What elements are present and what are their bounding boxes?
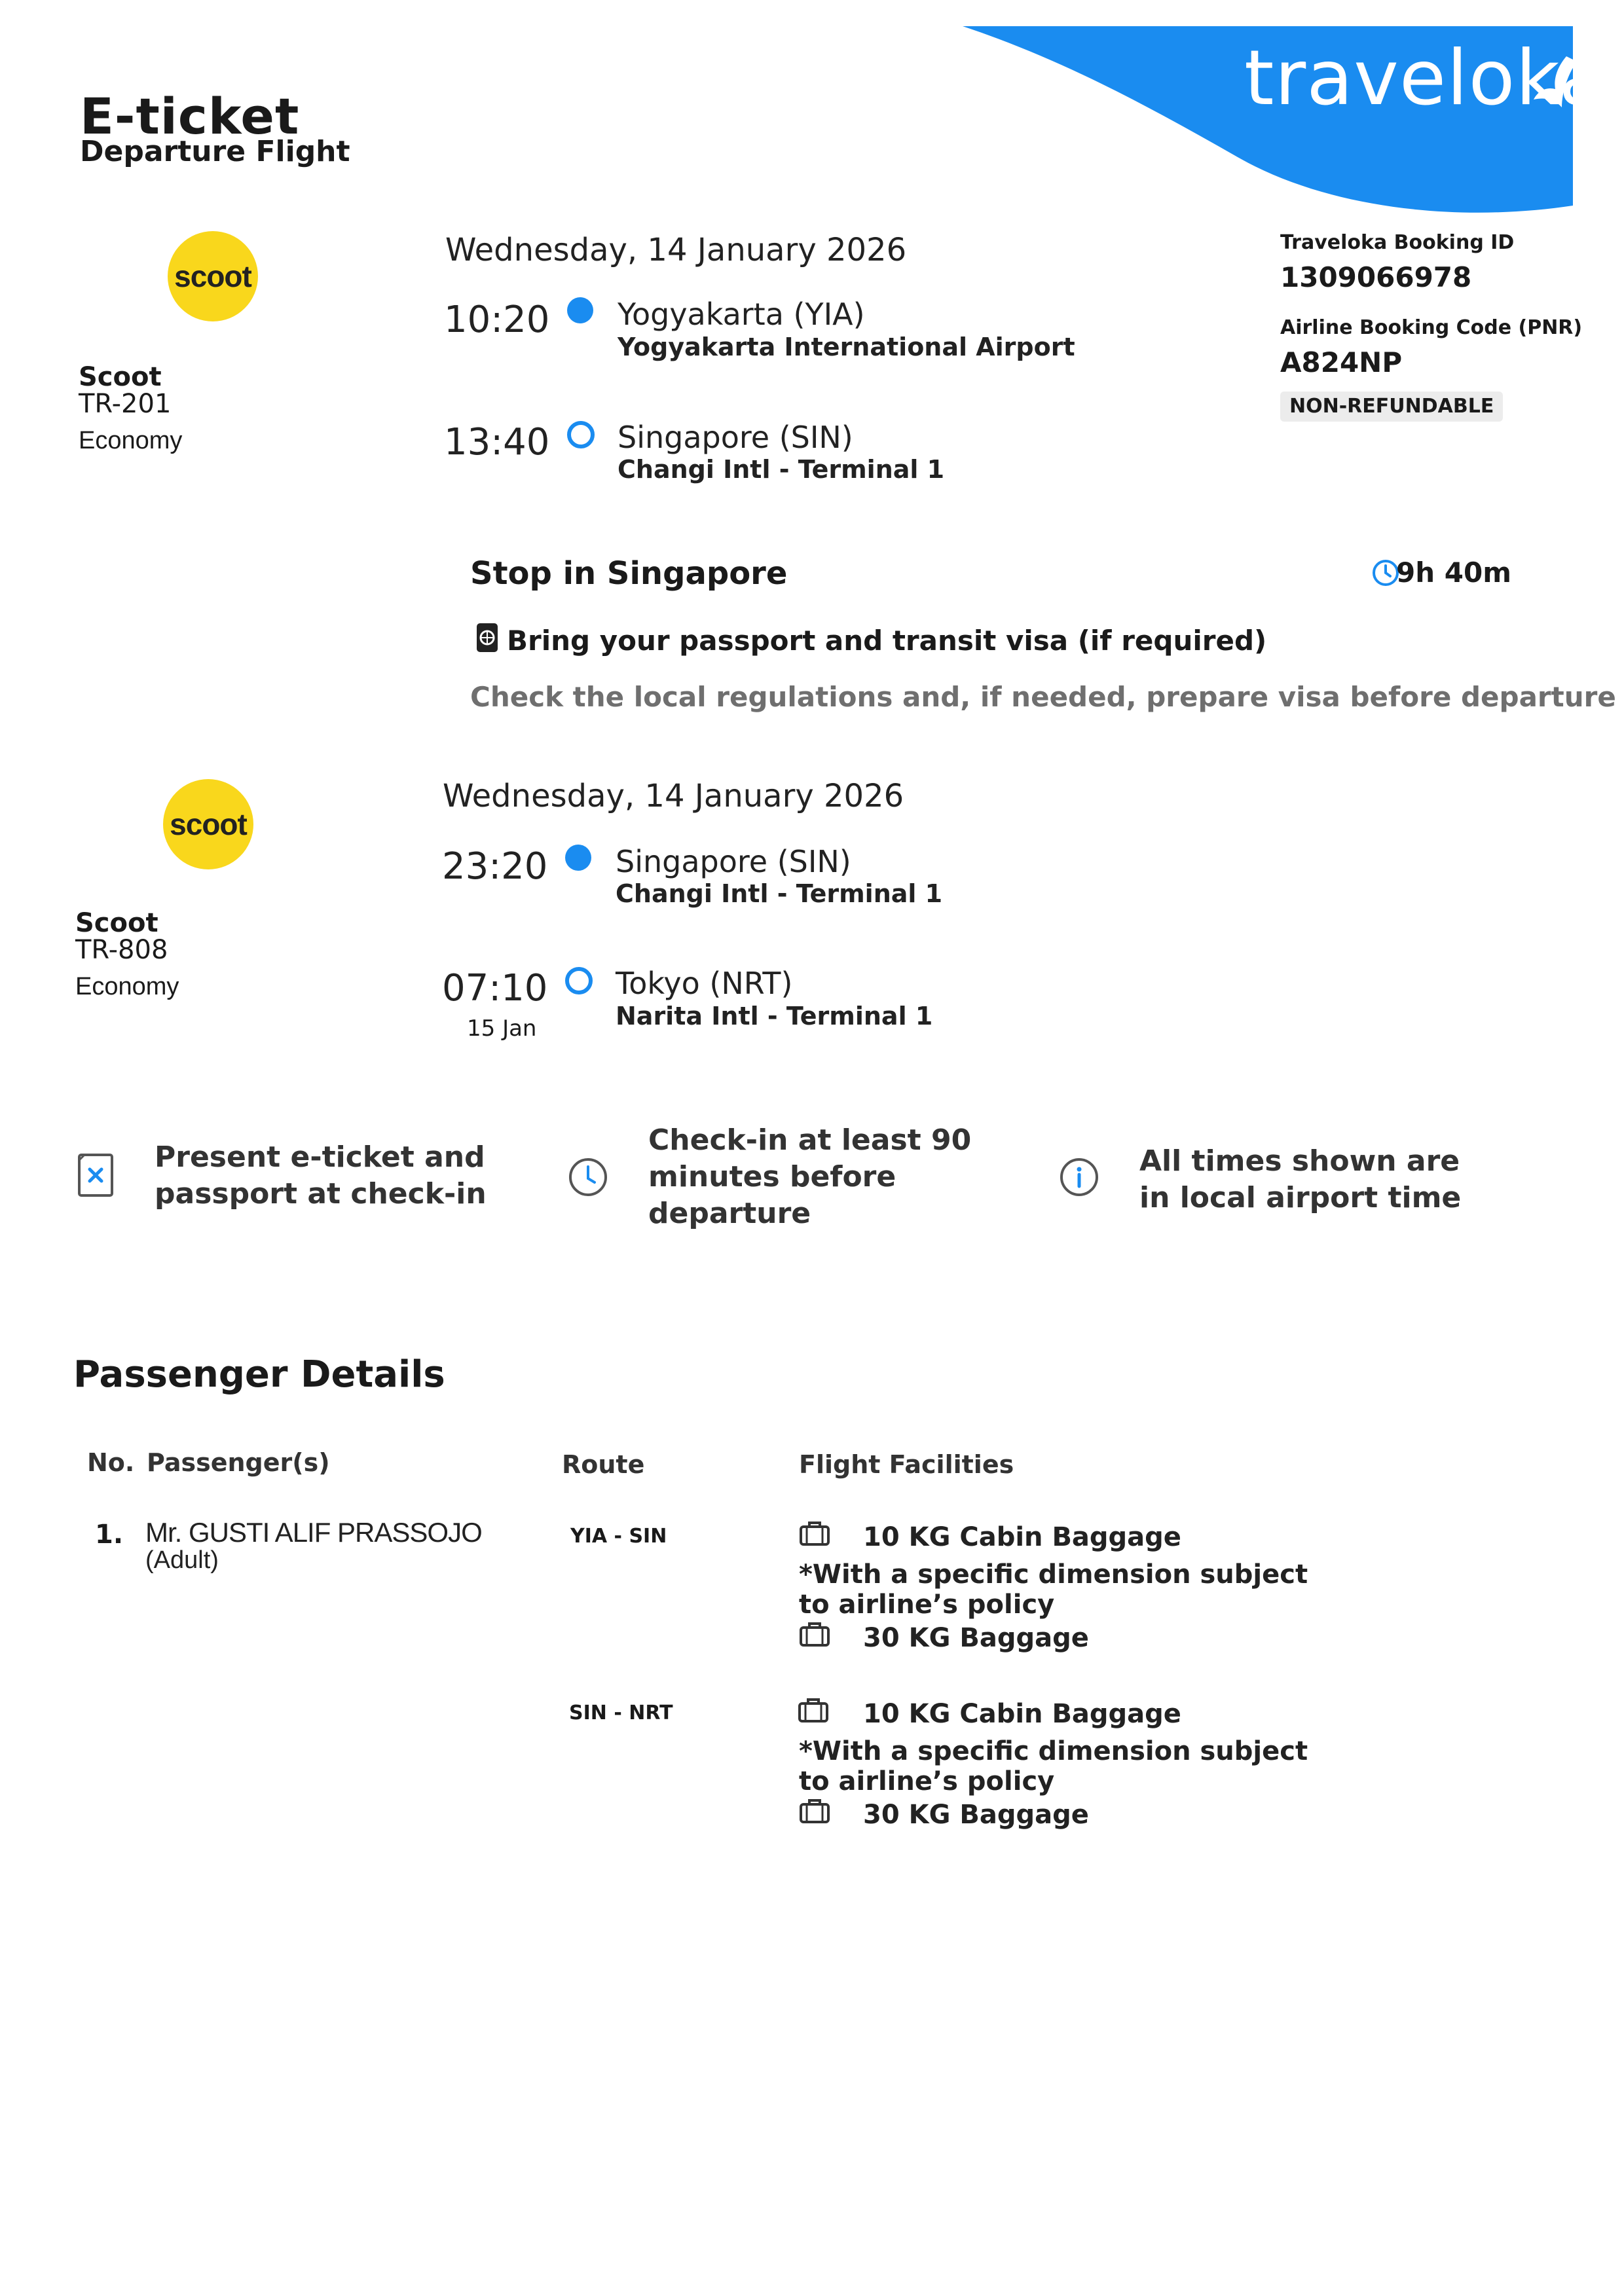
passport-reminder: Bring your passport and transit visa (if required)	[507, 625, 1267, 657]
baggage-icon	[799, 1798, 830, 1824]
departure-city: Singapore (SIN)	[616, 844, 851, 879]
scoot-logo-text: scoot	[170, 807, 247, 841]
tip-eticket-passport: Present e-ticket and passport at check-in	[155, 1140, 487, 1211]
eticket-title: E-ticket	[80, 87, 300, 145]
arrival-airport: Changi Intl - Terminal 1	[618, 455, 945, 484]
tip-checkin-time: Check-in at least 90 minutes before departure	[648, 1123, 972, 1230]
checked-baggage: 30 KG Baggage	[863, 1800, 1089, 1830]
pnr-label: Airline Booking Code (PNR)	[1280, 316, 1583, 339]
booking-id-value: 1309066978	[1280, 261, 1472, 293]
stopover-title: Stop in Singapore	[470, 555, 788, 592]
arrival-next-day-date: 15 Jan	[467, 1015, 537, 1042]
arrival-time: 07:10	[442, 967, 548, 1010]
passenger-number: 1.	[95, 1520, 124, 1550]
departure-time: 23:20	[442, 845, 548, 888]
flight-date: Wednesday, 14 January 2026	[445, 232, 907, 268]
baggage-icon	[798, 1697, 829, 1723]
pnr-value: A824NP	[1280, 346, 1403, 378]
booking-id-label: Traveloka Booking ID	[1280, 231, 1515, 254]
column-flight-facilities: Flight Facilities	[799, 1450, 1014, 1479]
column-no: No.	[87, 1448, 135, 1477]
column-route: Route	[562, 1450, 645, 1479]
airline-name: Scoot	[75, 908, 158, 938]
scoot-logo	[168, 231, 258, 321]
clock-icon	[567, 1156, 609, 1198]
baggage-icon	[799, 1520, 830, 1546]
checked-baggage: 30 KG Baggage	[863, 1623, 1089, 1653]
baggage-dimension-note: *With a specific dimension subject to airline’s policy	[799, 1736, 1308, 1796]
info-icon	[1058, 1156, 1100, 1198]
arrival-time: 13:40	[444, 421, 550, 464]
cabin-class: Economy	[75, 973, 179, 1000]
arrival-dot-icon	[567, 421, 595, 448]
non-refundable-badge: NON-REFUNDABLE	[1280, 392, 1503, 422]
tip-local-time: All times shown are in local airport time	[1139, 1144, 1462, 1214]
traveloka-logo: traveloka	[1244, 34, 1606, 122]
arrival-city: Singapore (SIN)	[618, 420, 853, 455]
flight-date: Wednesday, 14 January 2026	[443, 778, 904, 814]
layover-duration: 9h 40m	[1396, 556, 1511, 589]
departure-city: Yogyakarta (YIA)	[618, 297, 865, 332]
passenger-name: Mr. GUSTI ALIF PRASSOJO	[145, 1517, 482, 1548]
arrival-city: Tokyo (NRT)	[616, 966, 793, 1001]
passport-icon	[474, 622, 500, 653]
departure-dot-icon	[565, 845, 591, 871]
eticket-subtitle: Departure Flight	[80, 135, 350, 168]
baggage-icon	[799, 1621, 830, 1647]
cabin-baggage: 10 KG Cabin Baggage	[863, 1699, 1181, 1729]
route-code: YIA - SIN	[570, 1525, 667, 1548]
visa-regulation-note: Check the local regulations and, if needed, prepare visa before departure	[470, 681, 1616, 713]
flight-number: TR-808	[75, 935, 168, 965]
arrival-dot-icon	[565, 967, 593, 994]
route-code: SIN - NRT	[569, 1702, 673, 1724]
departure-airport: Changi Intl - Terminal 1	[616, 879, 943, 908]
departure-airport: Yogyakarta International Airport	[618, 333, 1075, 361]
departure-time: 10:20	[444, 299, 550, 341]
scoot-logo-text: scoot	[174, 259, 251, 293]
cabin-class: Economy	[79, 427, 183, 454]
passenger-details-title: Passenger Details	[73, 1353, 445, 1396]
arrival-airport: Narita Intl - Terminal 1	[616, 1002, 933, 1030]
flight-number: TR-201	[79, 389, 172, 419]
cabin-baggage: 10 KG Cabin Baggage	[863, 1522, 1181, 1552]
baggage-dimension-note: *With a specific dimension subject to airline’s policy	[799, 1559, 1308, 1620]
column-passengers: Passenger(s)	[147, 1448, 330, 1477]
departure-dot-icon	[567, 297, 593, 323]
airline-name: Scoot	[79, 362, 162, 392]
scoot-logo	[163, 779, 253, 869]
passenger-type: (Adult)	[145, 1546, 219, 1574]
eticket-icon	[77, 1152, 115, 1198]
